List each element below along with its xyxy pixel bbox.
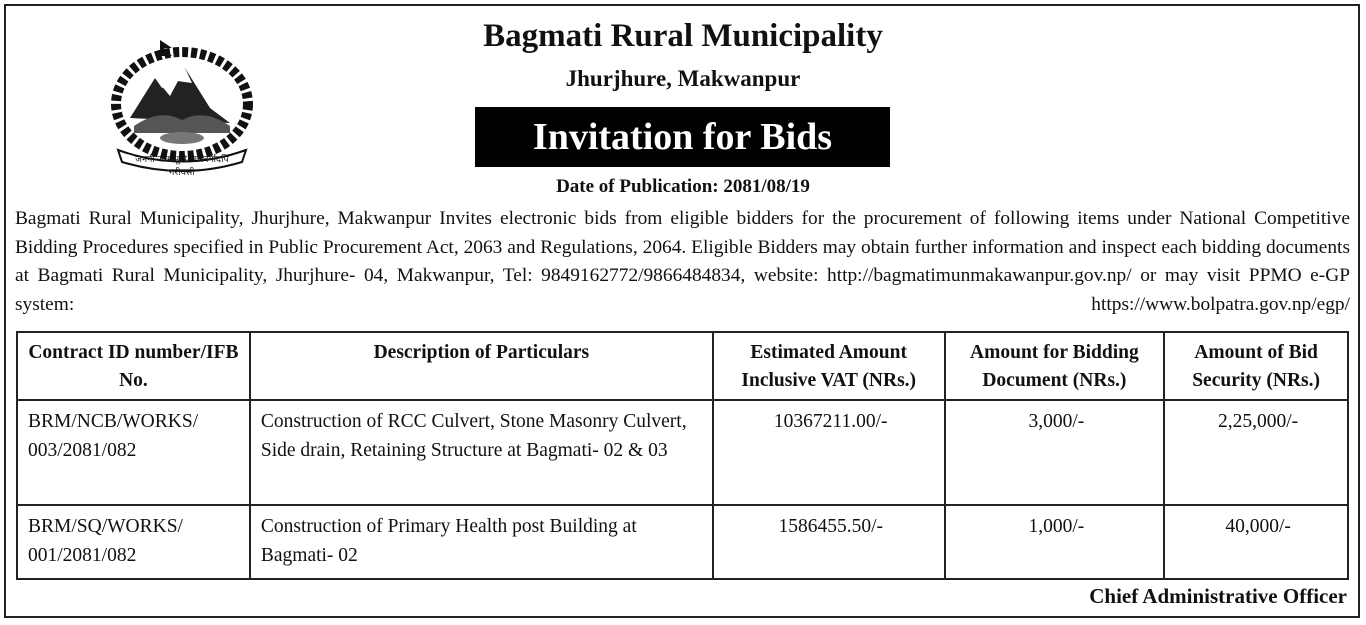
header-estimated-amount: Estimated Amount Inclusive VAT (NRs.) [713,332,945,400]
header-bidding-document: Amount for Bidding Document (NRs.) [945,332,1165,400]
header-bid-security: Amount of Bid Security (NRs.) [1164,332,1348,400]
nepal-emblem-logo [100,38,265,177]
cell-estimated-amount: 10367211.00/- [713,400,945,505]
cell-bidding-document: 3,000/- [945,400,1165,505]
table-header-row [17,332,1348,400]
organization-location: Jhurjhure, Makwanpur [565,66,801,91]
bids-table [16,331,1349,580]
cell-estimated-amount: 1586455.50/- [713,505,945,579]
table-row [17,400,1348,505]
header-description: Description of Particulars [250,332,713,400]
cell-contract-id: BRM/SQ/WORKS/ 001/2081/082 [17,505,250,579]
cell-description: Construction of Primary Health post Building at Bagmati- 02 [250,505,713,579]
emblem-motto: जननी जन्मभूमिश्च स्वर्गादपि गरीयसी [135,154,229,177]
organization-name: Bagmati Rural Municipality [483,18,883,54]
publication-date: Date of Publication: 2081/08/19 [556,176,810,197]
cell-bidding-document: 1,000/- [945,505,1165,579]
cell-contract-id: BRM/NCB/WORKS/ 003/2081/082 [17,400,250,505]
cell-bid-security: 40,000/- [1164,505,1348,579]
notice-title-banner: Invitation for Bids [475,107,890,167]
cell-bid-security: 2,25,000/- [1164,400,1348,505]
signatory-title: Chief Administrative Officer [1089,584,1347,608]
notice-body: Bagmati Rural Municipality, Jhurjhure, Makwanpur Invites electronic bids from eligible bidders for the procurement of following items under National Competitive Bidding Procedures specified in Public Procurement Act, 2063 and Regulations, 2064. Eligible Bidders may obtain further information and inspect each bidding documents at Bagmati Rural Municipality, Jhurjhure- 04, Makwanpur, Tel: 9849162772/9866484834, website: http://bagmatimunmakawanpur.gov.np/ or may visit PPMO e-GP system: https://www.bolpatra.gov.np/egp/ [15,208,1350,315]
table-row [17,505,1348,579]
header-contract-id: Contract ID number/IFB No. [17,332,250,400]
cell-description: Construction of RCC Culvert, Stone Masonry Culvert, Side drain, Retaining Structure at Bagmati- 02 & 03 [250,400,713,505]
